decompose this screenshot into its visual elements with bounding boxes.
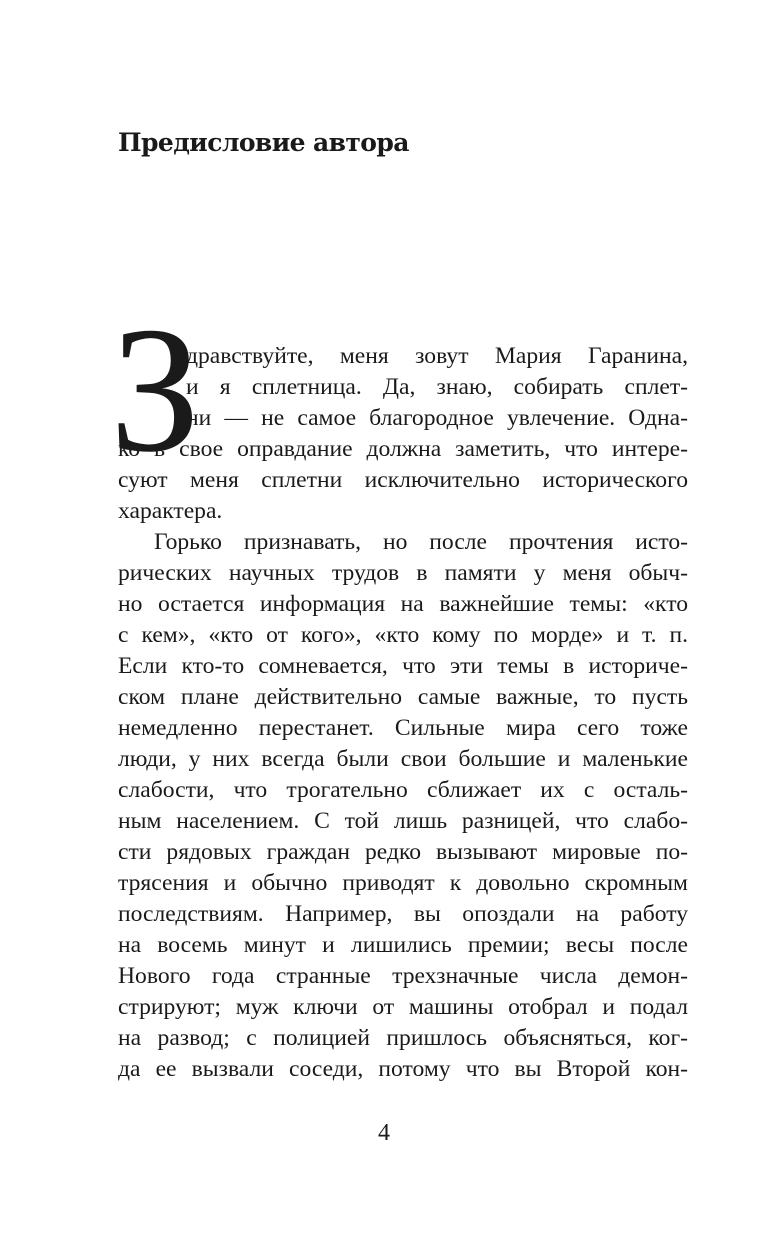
text-line: последствиям. Например, вы опоздали на работу [118, 901, 688, 927]
text-line: люди, у них всегда были свои большие и маленькие [118, 746, 688, 772]
text-line: с кем», «кто от кого», «кто кому по морде» и т. п. [118, 622, 688, 648]
page-number: 4 [378, 1120, 390, 1146]
text-line: слабости, что трогательно сближает их с осталь- [118, 777, 688, 803]
text-line: немедленно перестанет. Сильные мира сего тоже [118, 715, 688, 741]
text-line: трясения и обычно приводят к довольно скромным [118, 870, 688, 896]
text-line: Горько признавать, но после прочтения исто- [154, 529, 688, 555]
text-line: ным населением. С той лишь разницей, что слабо- [118, 808, 688, 834]
text-line: Нового года странные трехзначные числа демон- [118, 963, 688, 989]
text-line: Если кто-то сомневается, что эти темы в историче- [118, 653, 688, 679]
text-line: сти рядовых граждан редко вызывают мировые по- [118, 839, 688, 865]
text-line: рических научных трудов в памяти у меня обыч- [118, 560, 688, 586]
text-line: ко в свое оправдание должна заметить, что интере- [118, 436, 688, 462]
text-line: и я сплетница. Да, знаю, собирать сплет- [186, 374, 688, 400]
text-line: на восемь минут и лишились премии; весы после [118, 932, 688, 958]
text-line: ском плане действительно самые важные, то пусть [118, 684, 688, 710]
drop-cap-letter: З [110, 290, 201, 489]
text-line: ни — не самое благородное увлечение. Однa- [186, 405, 688, 431]
text-line: но остается информация на важнейшие темы: «кто [118, 591, 688, 617]
text-line: да ее вызвали соседи, потому что вы Второй кон- [118, 1056, 688, 1082]
text-line: стрируют; муж ключи от машины отобрал и подал [118, 994, 688, 1020]
text-line: на развод; с полицией пришлось объясняться, ког- [118, 1025, 688, 1051]
text-line: суют меня сплетни исключительно исторического [118, 467, 688, 493]
text-line: дравствуйте, меня зовут Мария Гаранина, [186, 343, 688, 369]
text-line: характера. [118, 498, 223, 524]
chapter-heading: Предисловие автора [118, 128, 409, 157]
